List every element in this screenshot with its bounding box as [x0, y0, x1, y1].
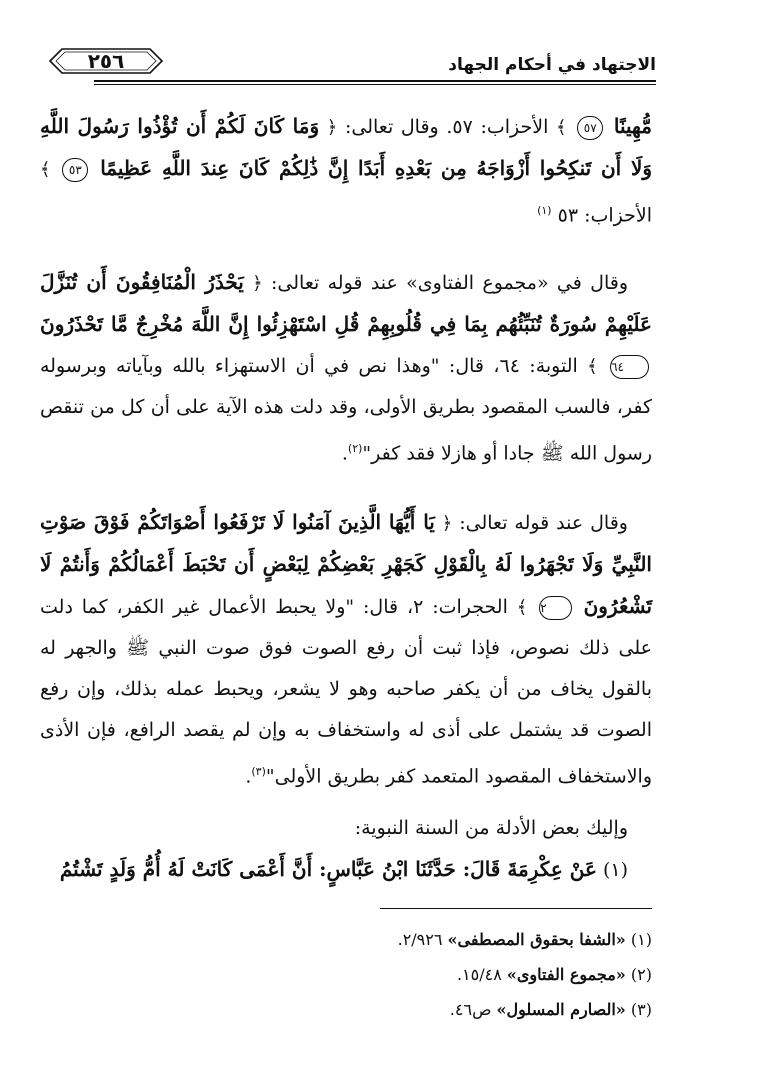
footnote-number: (٣): [630, 1000, 652, 1019]
verse-close-bracket: ﴾: [556, 117, 567, 138]
footnote-marker[interactable]: (١): [537, 204, 552, 217]
paragraph-3: وقال عند قوله تعالى: ﴿ يَا أَيُّهَا الَّذِينَ آمَنُوا لَا تَرْفَعُوا أَصْوَاتَكُمْ فَوْقَ صَوْتِ النَّبِيِّ وَلَا تَجْهَرُوا لَهُ بِالْقَوْلِ كَجَهْرِ بَعْضِكُمْ لِبَعْضٍ أَن تَحْبَطَ أَعْمَالُكُمْ وَأَنتُمْ لَا تَشْعُرُونَ ٢ ﴾ الحجرات: ٢، قال: "ولا يحبط الأعمال غير الكفر، كما دلت على ذلك نصوص، فإذا ثبت أن رفع الصوت فوق صوت النبي ﷺ والجهر له بالقول يخاف من أن يكفر صاحبه وهو لا يشعر، ويحبط عمله بذلك، وإن رفع الصوت قد يشتمل على أذى له واستخفاف به وإن لم يقصد الرافع، فإن الأذى والاستخفاف المقصود المتعمد كفر بطريق الأولى"$^{(٣)}$.: [40, 510, 653, 788]
page-header: [36, 40, 656, 84]
footnote-title: «مجموع الفتاوى»: [506, 965, 626, 984]
header-rule-thin: [94, 84, 656, 85]
paragraph-4: وإليك بعض الأدلة من السنة النبوية:: [354, 817, 628, 839]
verse-open-bracket: ﴿: [441, 513, 453, 534]
paragraph-2: وقال في «مجموع الفتاوى» عند قوله تعالى: ﴿ يَحْذَرُ الْمُنَافِقُونَ أَن تُنَزَّلَ عَلَيْهِمْ سُورَةٌ تُنَبِّئُهُم بِمَا فِي قُلُوبِهِمْ قُلِ اسْتَهْزِئُوا إِنَّ اللَّهَ مُخْرِجٌ مَّا تَحْذَرُونَ ٦٤ ﴾ التوبة: ٦٤، قال: "وهذا نص في أن الاستهزاء بالله وبآياته وبرسوله كفر، فالسب المقصود بطريق الأولى، وقد دلت هذه الآية على أن كل من تنقص رسول الله ﷺ جادا أو هازلا فقد كفر"$^{(٢)}$.: [40, 270, 652, 465]
aya-number: ٥٣: [62, 158, 88, 182]
verse-close-bracket: ﴾: [587, 356, 598, 377]
footnote-ref: ص٤٦.: [449, 1000, 492, 1019]
main-text: [40, 106, 652, 236]
footnote-number: (٢): [630, 965, 652, 984]
quran-verse: يَحْذَرُ الْمُنَافِقُونَ أَن تُنَزَّلَ عَلَيْهِمْ سُورَةٌ تُنَبِّئُهُم بِمَا فِي قُلُوبِهِمْ قُلِ اسْتَهْزِئُوا إِنَّ اللَّهَ مُخْرِجٌ مَّا تَحْذَرُونَ: [40, 270, 652, 336]
quran-verse: يَا أَيُّهَا الَّذِينَ آمَنُوا لَا تَرْفَعُوا أَصْوَاتَكُمْ فَوْقَ صَوْتِ النَّبِيِّ وَلَا تَجْهَرُوا لَهُ بِالْقَوْلِ كَجَهْرِ بَعْضِكُمْ لِبَعْضٍ أَن تَحْبَطَ أَعْمَالُكُمْ وَأَنتُمْ لَا تَشْعُرُونَ: [40, 510, 653, 618]
verse-reference: الأحزاب: ٥٣: [557, 204, 652, 227]
running-title: الاجتهاد في أحكام الجهاد: [448, 55, 656, 75]
footnote-1: [40, 922, 652, 957]
footnotes: [40, 922, 652, 1027]
aya-number: ٥٧: [577, 116, 603, 140]
hadith-paragraph: [40, 849, 652, 891]
paragraph-intro: وقال عند قوله تعالى:: [459, 512, 628, 534]
quran-verse: وَمَا كَانَ لَكُمْ أَن تُؤْذُوا رَسُولَ اللَّهِ وَلَا أَن تَنكِحُوا أَزْوَاجَهُ مِن بَعْدِهِ أَبَدًا إِنَّ ذَٰلِكُمْ كَانَ عِندَ اللَّهِ عَظِيمًا: [40, 114, 653, 180]
footnote-title: «الشفا بحقوق المصطفى»: [447, 930, 626, 949]
aya-number: ٢: [539, 596, 571, 620]
footnote-number: (١): [630, 930, 652, 949]
header-rule: [94, 80, 656, 82]
verse-close-bracket: ﴾: [516, 597, 528, 618]
quran-verse-tail: مُّهِينًا: [613, 114, 652, 138]
verse-open-bracket: ﴿: [326, 117, 338, 138]
aya-number: ٦٤: [610, 355, 649, 379]
verse-open-bracket: ﴿: [252, 273, 263, 294]
paragraph-intro: وقال في «مجموع الفتاوى» عند قوله تعالى:: [271, 272, 628, 294]
verse-close-bracket: ﴾: [40, 159, 51, 180]
footnote-marker[interactable]: (٢): [347, 442, 363, 455]
hadith-text: عَنْ عِكْرِمَةَ قَالَ: حَدَّثَنَا ابْنُ عَبَّاسٍ: أَنَّ أَعْمَى كَانَتْ لَهُ أُمُّ وَلَدٍ تَشْتُمُ: [59, 857, 597, 881]
footnote-3: [40, 992, 652, 1027]
footnote-ref: ١٥/٤٨.: [456, 965, 502, 984]
verse-reference: الأحزاب: ٥٧. وقال تعالى:: [344, 116, 549, 138]
main-text-4: [40, 808, 652, 891]
footnote-marker[interactable]: (٣): [251, 765, 266, 778]
main-text-3: [40, 502, 652, 797]
paragraph-body: التوبة: ٦٤، قال: "وهذا نص في أن الاستهزاء بالله وبآياته وبرسوله كفر، فالسب المقصود بطريق الأولى، وقد دلت هذه الآية على أن كل من تنقص رسول الله ﷺ جادا أو هازلا فقد كفر": [40, 355, 652, 465]
footnote-separator: [380, 908, 652, 909]
main-text-2: [40, 262, 652, 474]
paragraph-1: [40, 106, 652, 236]
footnote-title: «الصارم المسلول»: [496, 1000, 626, 1019]
page-number-frame: [46, 46, 166, 76]
page-number: ٢٥٦: [87, 49, 125, 73]
hadith-number: (١): [602, 859, 628, 881]
footnote-ref: ٢/٩٢٦.: [397, 930, 443, 949]
footnote-2: [40, 957, 652, 992]
paragraph-body: الحجرات: ٢، قال: "ولا يحبط الأعمال غير الكفر، كما دلت على ذلك نصوص، فإذا ثبت أن رفع الصوت فوق صوت النبي ﷺ والجهر له بالقول يخاف من أن يكفر صاحبه وهو لا يشعر، ويحبط عمله بذلك، وإن رفع الصوت قد يشتمل على أذى له واستخفاف به وإن لم يقصد الرافع، فإن الأذى والاستخفاف المقصود المتعمد كفر بطريق الأولى": [40, 596, 652, 788]
